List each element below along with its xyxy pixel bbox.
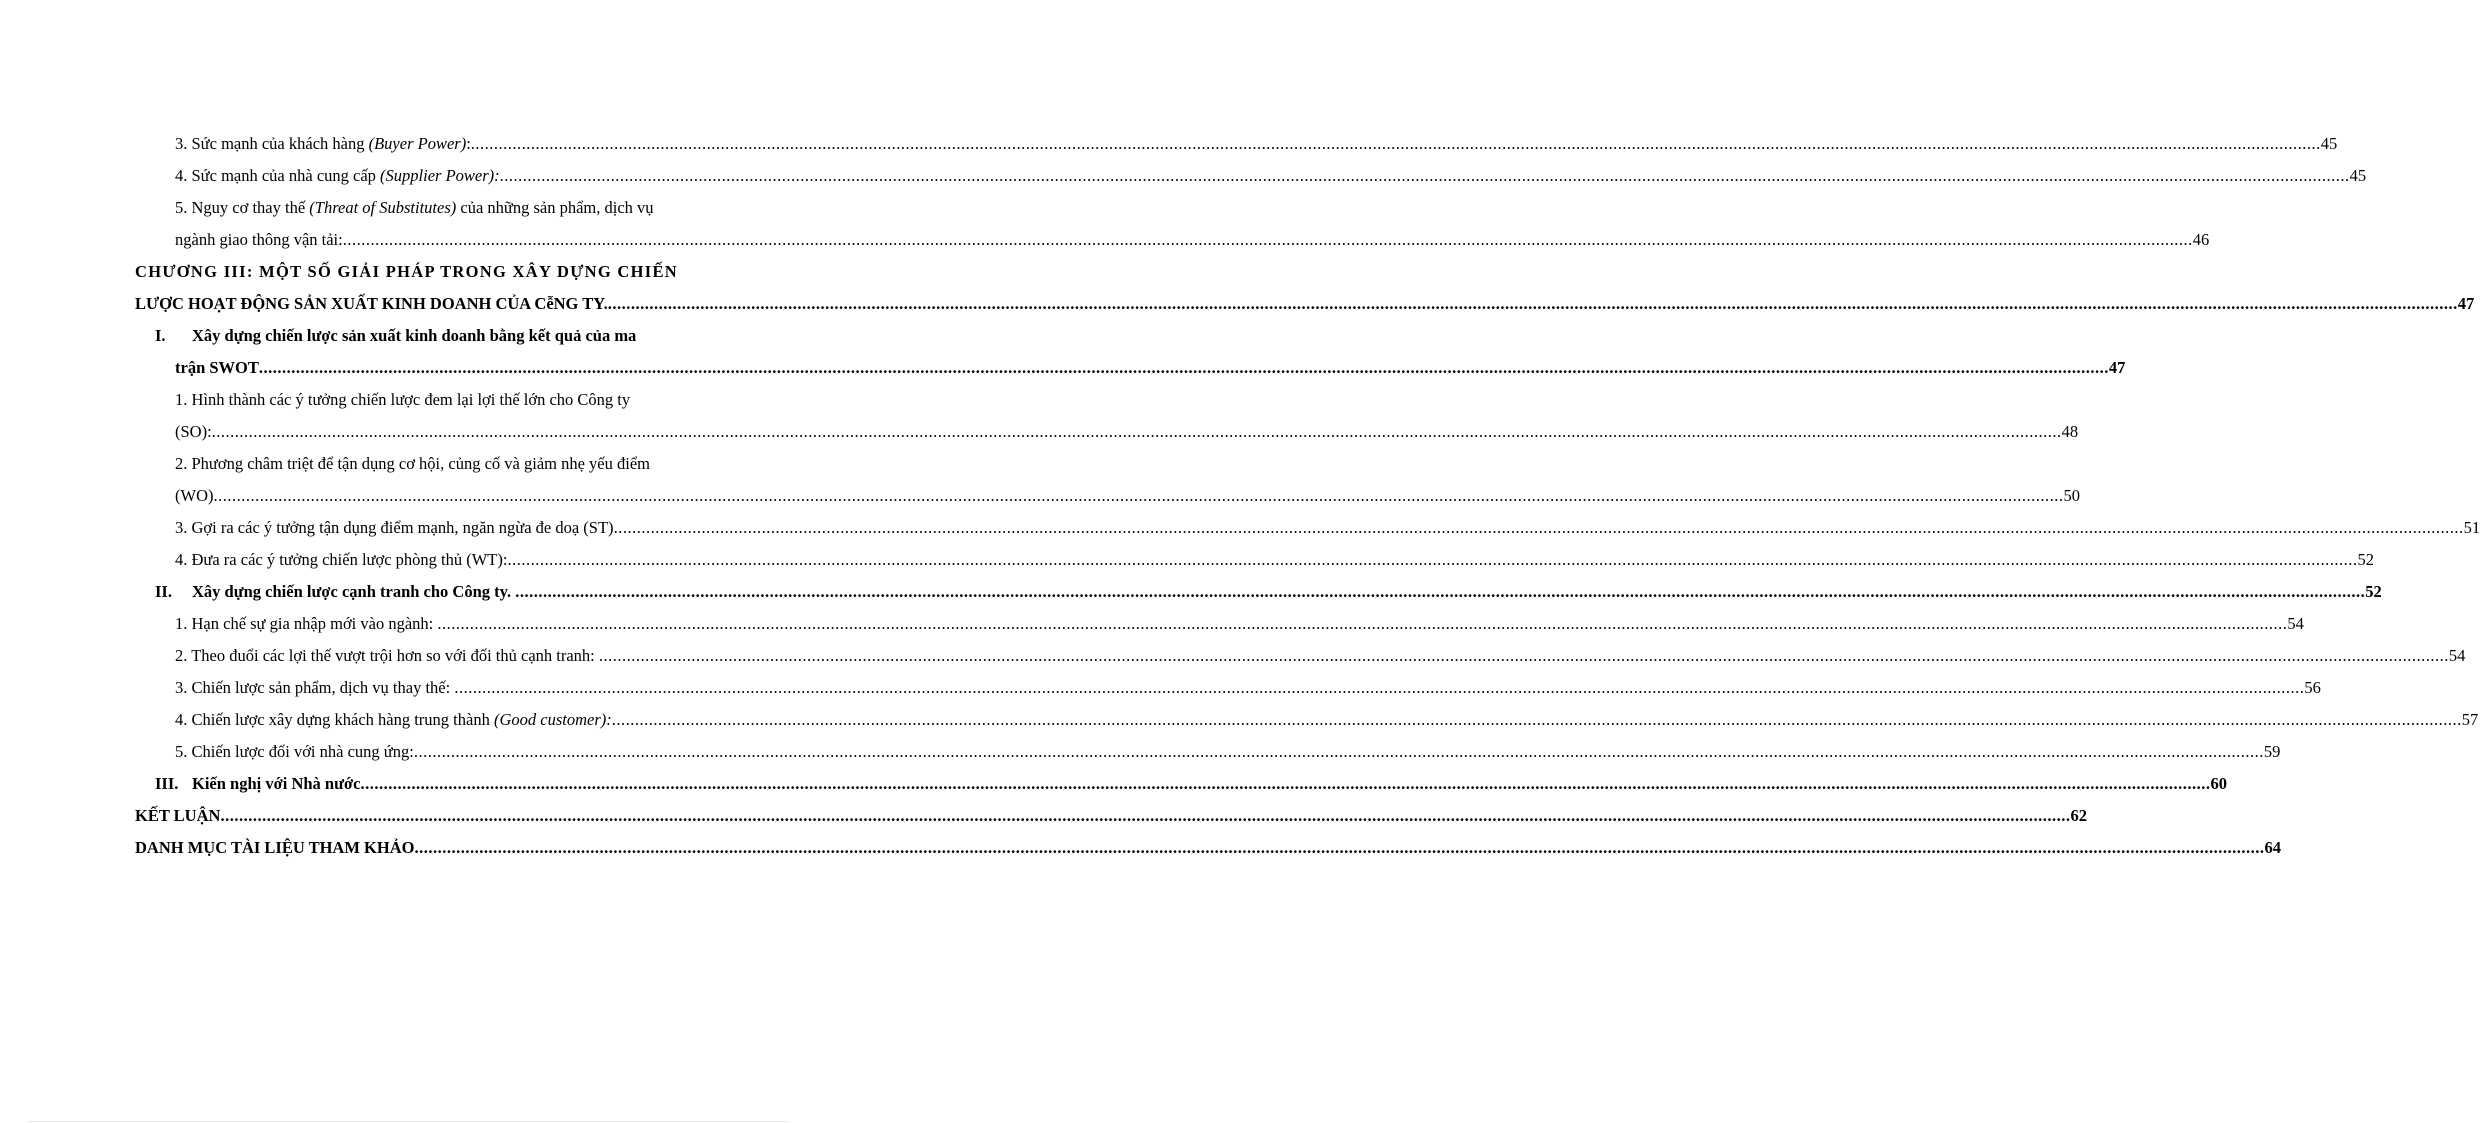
chapter-heading bbox=[135, 289, 2475, 319]
page-number: 60 bbox=[2210, 774, 2227, 793]
chapter-title: CHƯƠNG III: MỘT SỐ GIẢI PHÁP TRONG XÂY DỰNG CHIẾN bbox=[135, 262, 678, 281]
toc-entry-text bbox=[175, 513, 614, 543]
toc-entry-text bbox=[175, 129, 471, 159]
dot-leader: ................................................................................................................................................................................................................................................................................................................................................................................................................ bbox=[515, 582, 2366, 601]
page-number: 56 bbox=[2304, 678, 2321, 697]
toc-entry-text bbox=[155, 769, 360, 799]
toc-entry bbox=[175, 641, 2466, 671]
toc-entry-text bbox=[175, 641, 599, 671]
entry-title: (WO) bbox=[175, 486, 214, 505]
toc-entry-text bbox=[175, 545, 507, 575]
page-number: 46 bbox=[2192, 230, 2210, 249]
section-heading bbox=[175, 353, 2126, 383]
page-number: 50 bbox=[2063, 486, 2080, 505]
chapter-heading bbox=[135, 801, 2087, 831]
entry-number: 4. bbox=[175, 550, 188, 569]
toc-entry bbox=[175, 417, 2079, 447]
page-bottom-rule bbox=[28, 1121, 788, 1122]
entry-number: 2. bbox=[175, 646, 188, 665]
page-number: 62 bbox=[2070, 806, 2087, 825]
page-number: 59 bbox=[2263, 742, 2281, 761]
entry-title: Chiến lược xây dựng khách hàng trung thành bbox=[191, 710, 494, 729]
dot-leader: ................................................................................................................................................................................................................................................................................................................................................................................................................ bbox=[213, 486, 2064, 505]
dot-leader: ................................................................................................................................................................................................................................................................................................................................................................................................................ bbox=[258, 358, 2109, 377]
entry-title: (SO): bbox=[175, 422, 212, 441]
entry-title: Phương châm triệt để tận dụng cơ hội, củng cố và giảm nhẹ yếu điểm bbox=[191, 454, 650, 473]
toc-entry bbox=[175, 545, 2374, 575]
dot-leader: ................................................................................................................................................................................................................................................................................................................................................................................................................ bbox=[598, 646, 2449, 665]
section-title: Kiến nghị với Nhà nước bbox=[192, 774, 361, 793]
section-heading bbox=[155, 321, 740, 351]
entry-title-suffix: của những sản phẩm, dịch vụ bbox=[456, 198, 654, 217]
toc-entry-text bbox=[175, 161, 500, 191]
section-title: Xây dựng chiến lược sản xuất kinh doanh bằng kết quả của ma bbox=[192, 326, 637, 345]
entry-title: Đưa ra các ý tưởng chiến lược phòng thủ (WT): bbox=[191, 550, 508, 569]
toc-entry bbox=[175, 705, 2479, 735]
section-number: I. bbox=[155, 326, 166, 345]
entry-number: 5. bbox=[175, 742, 188, 761]
entry-number: 3. bbox=[175, 678, 188, 697]
section-title: trận SWOT bbox=[175, 358, 259, 377]
toc-entry bbox=[175, 513, 2480, 543]
entry-number: 1. bbox=[175, 390, 188, 409]
entry-title: Sức mạnh của nhà cung cấp bbox=[191, 166, 381, 185]
page-number: 54 bbox=[2448, 646, 2466, 665]
entry-number: 3. bbox=[175, 518, 188, 537]
dot-leader: ................................................................................................................................................................................................................................................................................................................................................................................................................ bbox=[607, 294, 2458, 313]
entry-title: ngành giao thông vận tải: bbox=[175, 230, 343, 249]
toc-entry bbox=[175, 609, 2304, 639]
toc-entry-text bbox=[175, 449, 650, 479]
entry-title: Nguy cơ thay thế bbox=[191, 198, 310, 217]
page-number: 57 bbox=[2461, 710, 2479, 729]
page-number: 52 bbox=[2357, 550, 2374, 569]
toc-entry-text bbox=[175, 673, 454, 703]
page-number: 54 bbox=[2287, 614, 2304, 633]
chapter-title: LƯỢC HOẠT ĐỘNG SẢN XUẤT KINH DOANH CỦA CễNG TY. bbox=[135, 294, 608, 313]
toc-entry-text bbox=[155, 577, 515, 607]
page-number: 47 bbox=[2108, 358, 2126, 377]
chapter-heading bbox=[135, 833, 2281, 863]
entry-title: Sức mạnh của khách hàng bbox=[191, 134, 369, 153]
toc-entry bbox=[175, 385, 740, 415]
toc-entry-text bbox=[175, 705, 612, 735]
toc-entry-text bbox=[155, 321, 636, 351]
chapter-title: DANH MỤC TÀI LIỆU THAM KHẢO bbox=[135, 838, 415, 857]
page-number: 45 bbox=[2349, 166, 2367, 185]
dot-leader: ................................................................................................................................................................................................................................................................................................................................................................................................................ bbox=[507, 550, 2358, 569]
dot-leader: ................................................................................................................................................................................................................................................................................................................................................................................................................ bbox=[413, 742, 2264, 761]
entry-title-italic: (Good customer): bbox=[493, 710, 612, 729]
toc-entry bbox=[175, 481, 2080, 511]
toc-entry bbox=[175, 161, 2367, 191]
dot-leader: ................................................................................................................................................................................................................................................................................................................................................................................................................ bbox=[499, 166, 2350, 185]
entry-title-suffix: : bbox=[466, 134, 471, 153]
dot-leader: ................................................................................................................................................................................................................................................................................................................................................................................................................ bbox=[470, 134, 2321, 153]
dot-leader: ................................................................................................................................................................................................................................................................................................................................................................................................................ bbox=[220, 806, 2071, 825]
page-number: 51 bbox=[2463, 518, 2480, 537]
entry-number: 3. bbox=[175, 134, 188, 153]
toc-entry-text bbox=[175, 737, 414, 767]
entry-number: 1. bbox=[175, 614, 188, 633]
page-number: 64 bbox=[2264, 838, 2281, 857]
toc-entry bbox=[175, 737, 2281, 767]
dot-leader: ................................................................................................................................................................................................................................................................................................................................................................................................................ bbox=[414, 838, 2265, 857]
entry-title-italic: (Threat of Substitutes) bbox=[309, 198, 457, 217]
toc-entry bbox=[175, 225, 2210, 255]
entry-title: Chiến lược đối với nhà cung ứng: bbox=[191, 742, 414, 761]
dot-leader: ................................................................................................................................................................................................................................................................................................................................................................................................................ bbox=[211, 422, 2062, 441]
dot-leader: ................................................................................................................................................................................................................................................................................................................................................................................................................ bbox=[437, 614, 2288, 633]
entry-number: 5. bbox=[175, 198, 188, 217]
toc-entry-text bbox=[175, 609, 437, 639]
section-number: II. bbox=[155, 582, 172, 601]
section-title: Xây dựng chiến lược cạnh tranh cho Công ty. bbox=[192, 582, 512, 601]
entry-title: Gợi ra các ý tưởng tận dụng điểm mạnh, ngăn ngừa đe doạ (ST) bbox=[191, 518, 614, 537]
toc-entry bbox=[175, 449, 740, 479]
toc-entry bbox=[175, 129, 2338, 159]
entry-title: Hạn chế sự gia nhập mới vào ngành: bbox=[191, 614, 434, 633]
toc-entry bbox=[175, 193, 740, 223]
entry-title: Chiến lược sản phẩm, dịch vụ thay thế: bbox=[191, 678, 451, 697]
entry-title: Theo đuổi các lợi thế vượt trội hơn so với đối thủ cạnh tranh: bbox=[191, 646, 595, 665]
dot-leader: ................................................................................................................................................................................................................................................................................................................................................................................................................ bbox=[613, 518, 2464, 537]
entry-title-italic: (Buyer Power) bbox=[368, 134, 467, 153]
entry-number: 4. bbox=[175, 710, 188, 729]
dot-leader: ................................................................................................................................................................................................................................................................................................................................................................................................................ bbox=[454, 678, 2305, 697]
toc-entry bbox=[175, 673, 2321, 703]
toc-entry-text bbox=[175, 385, 630, 415]
entry-title-italic: (Supplier Power): bbox=[380, 166, 500, 185]
chapter-heading bbox=[135, 257, 740, 287]
section-number: III. bbox=[155, 774, 179, 793]
entry-number: 2. bbox=[175, 454, 188, 473]
chapter-title: KẾT LUẬN bbox=[135, 806, 221, 825]
entry-title: Hình thành các ý tưởng chiến lược đem lại lợi thế lớn cho Công ty bbox=[191, 390, 631, 409]
dot-leader: ................................................................................................................................................................................................................................................................................................................................................................................................................ bbox=[360, 774, 2211, 793]
section-heading bbox=[155, 577, 2382, 607]
section-heading bbox=[155, 769, 2227, 799]
page-number: 52 bbox=[2365, 582, 2382, 601]
dot-leader: ................................................................................................................................................................................................................................................................................................................................................................................................................ bbox=[342, 230, 2193, 249]
dot-leader: ................................................................................................................................................................................................................................................................................................................................................................................................................ bbox=[611, 710, 2462, 729]
page-number: 47 bbox=[2457, 294, 2475, 313]
entry-number: 4. bbox=[175, 166, 188, 185]
toc-entry-text bbox=[175, 193, 654, 223]
page-number: 45 bbox=[2320, 134, 2338, 153]
page-number: 48 bbox=[2061, 422, 2079, 441]
